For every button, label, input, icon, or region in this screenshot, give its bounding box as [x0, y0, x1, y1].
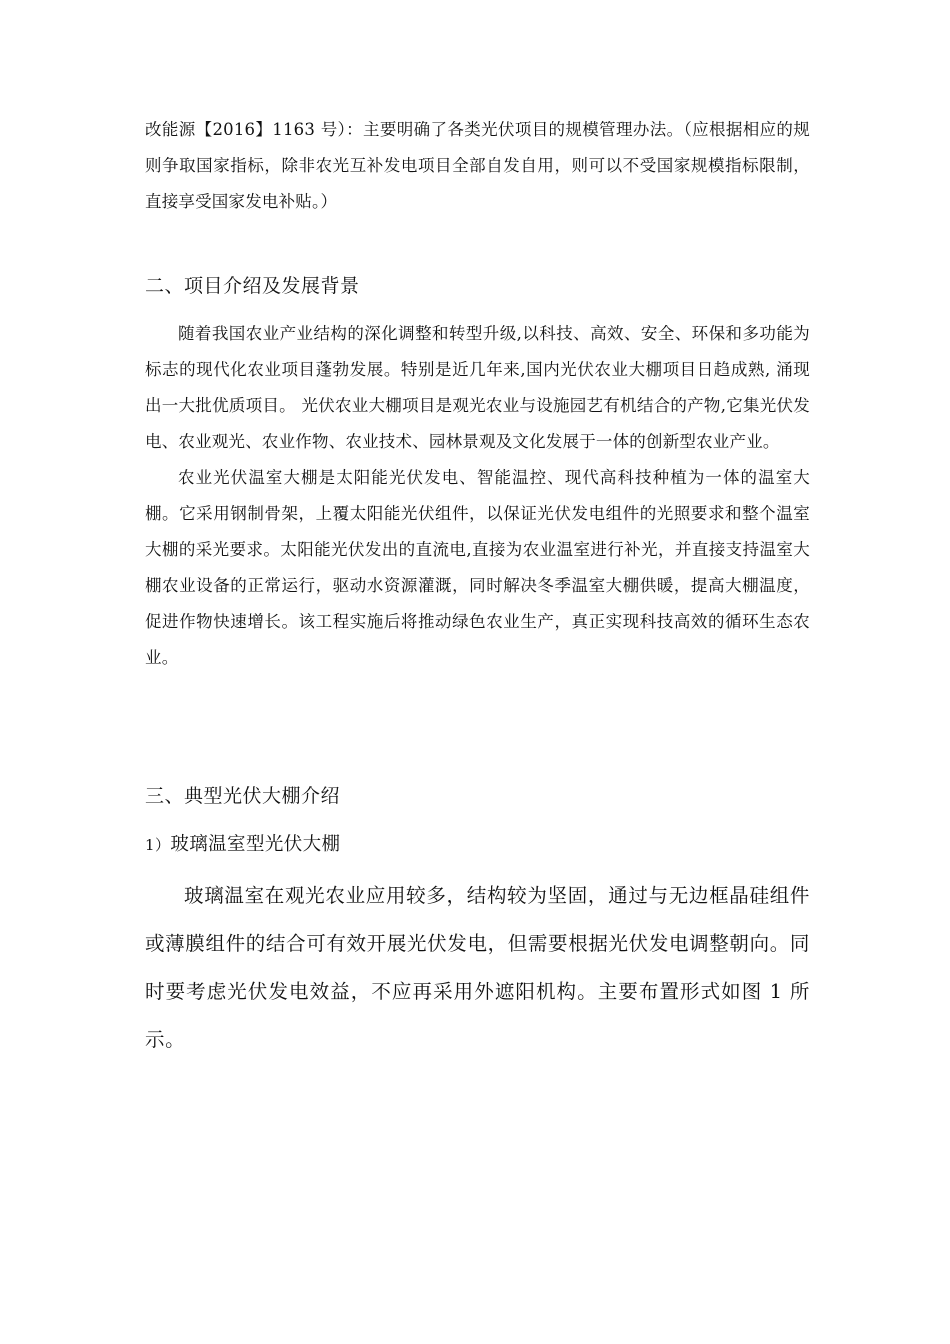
section-2-body — [145, 316, 810, 676]
subheading-text: 玻璃温室型光伏大棚 — [170, 834, 341, 855]
section-2-heading: 二、项目介绍及发展背景 — [145, 275, 360, 297]
section-3-paragraph: 玻璃温室在观光农业应用较多，结构较为坚固，通过与无边框晶硅组件或薄膜组件的结合可有效开展光伏发电，但需要根据光伏发电调整朝向。同时要考虑光伏发电效益，不应再采用外遮阳机构。主要布置形式如图 1 所示。 — [145, 884, 810, 1051]
section-2-paragraph-2: 农业光伏温室大棚是太阳能光伏发电、智能温控、现代高科技种植为一体的温室大棚。它采用钢制骨架，上覆太阳能光伏组件，以保证光伏发电组件的光照要求和整个温室大棚的采光要求。太阳能光伏发出的直流电,直接为农业温室进行补光，并直接支持温室大棚农业设备的正常运行，驱动水资源灌溉，同时解决冬季温室大棚供暖，提高大棚温度，促进作物快速增长。该工程实施后将推动绿色农业生产，真正实现科技高效的循环生态农业。 — [145, 468, 810, 667]
section-3-heading: 三、典型光伏大棚介绍 — [145, 785, 341, 807]
section-2-paragraph-1: 随着我国农业产业结构的深化调整和转型升级,以科技、高效、安全、环保和多功能为标志的现代化农业项目蓬勃发展。特别是近几年来,国内光伏农业大棚项目日趋成熟, 涌现出一大批优质项目。 光伏农业大棚项目是观光农业与设施园艺有机结合的产物,它集光伏发电、农业观光、农业作物、农业技术、园林景观及文化发展于一体的创新型农业产业。 — [145, 324, 810, 451]
intro-block — [145, 112, 810, 220]
intro-paragraph: 改能源【2016】1163 号）：主要明确了各类光伏项目的规模管理办法。（应根据相应的规则争取国家指标，除非农光互补发电项目全部自发自用，则可以不受国家规模指标限制，直接享受国家发电补贴。） — [145, 120, 810, 211]
section-3-subheading — [145, 830, 340, 860]
subheading-number: 1） — [145, 836, 171, 854]
section-3-body — [145, 872, 810, 1064]
